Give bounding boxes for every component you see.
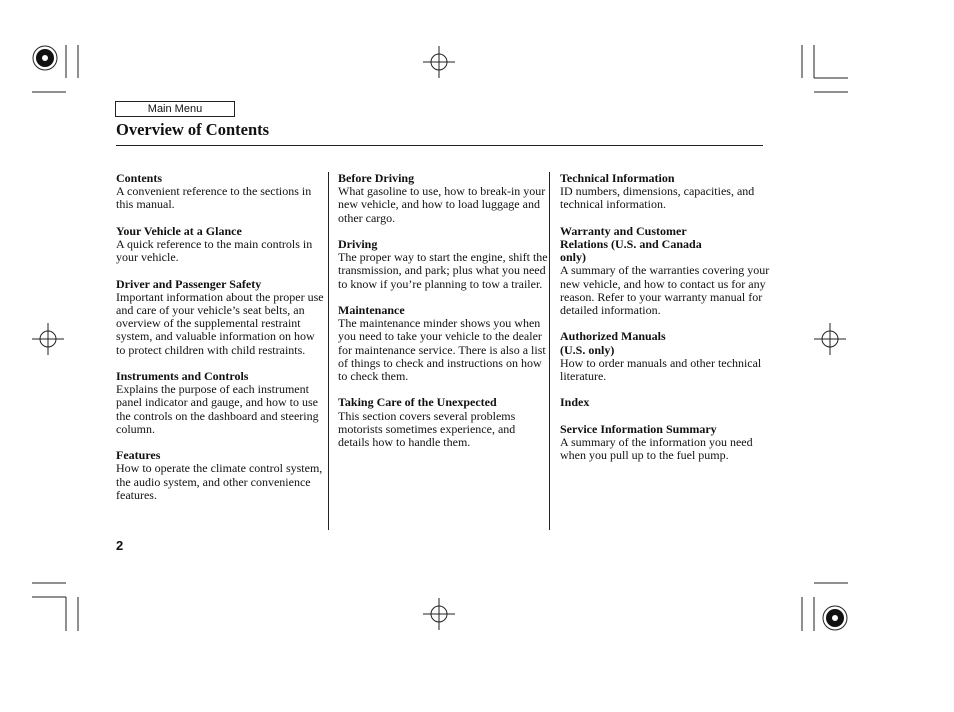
section-heading: Maintenance bbox=[338, 303, 405, 317]
section-description: How to operate the climate control system, the audio system, and other convenience features. bbox=[116, 461, 323, 502]
section-technical-information[interactable] bbox=[560, 172, 770, 212]
section-warranty[interactable] bbox=[560, 225, 770, 317]
column-3 bbox=[560, 172, 770, 476]
section-heading: Driving bbox=[338, 237, 378, 251]
section-maintenance[interactable] bbox=[338, 304, 548, 383]
section-heading: Features bbox=[116, 448, 161, 463]
section-description: Important information about the proper use and care of your vehicle’s seat belts, an overview of the supplemental restraint system, and valuable information on how to protect children with child restraints. bbox=[116, 289, 324, 357]
section-description: A summary of the information you need when you pull up to the fuel pump. bbox=[560, 435, 753, 463]
section-heading: Warranty and Customer Relations (U.S. and Canada only) bbox=[560, 223, 702, 265]
starburst-target-bottom-right bbox=[823, 606, 847, 630]
registration-crosshair-bottom bbox=[423, 598, 455, 630]
section-heading: Index bbox=[560, 395, 590, 410]
section-driving[interactable] bbox=[338, 238, 548, 291]
section-description: How to order manuals and other technical literature. bbox=[560, 355, 762, 384]
section-description: The proper way to start the engine, shift the transmission, and park; plus what you need to know if you’re planning to tow a trailer. bbox=[338, 250, 548, 291]
section-description: A convenient reference to the sections in this manual. bbox=[116, 184, 312, 212]
section-heading: Contents bbox=[116, 171, 163, 185]
section-index[interactable] bbox=[560, 396, 770, 409]
section-unexpected[interactable] bbox=[338, 396, 548, 449]
section-features[interactable] bbox=[116, 449, 326, 502]
section-vehicle-at-a-glance[interactable] bbox=[116, 225, 326, 265]
section-before-driving[interactable] bbox=[338, 172, 548, 225]
section-description: This section covers several problems motorists sometimes experience, and details how to handle them. bbox=[338, 408, 516, 450]
column-divider bbox=[328, 172, 329, 530]
registration-crosshair-right bbox=[814, 323, 846, 355]
section-driver-passenger-safety[interactable] bbox=[116, 278, 326, 357]
section-description: Explains the purpose of each instrument panel indicator and gauge, and how to use the controls on the dashboard and steering column. bbox=[116, 382, 319, 436]
section-heading: Before Driving bbox=[338, 171, 415, 185]
section-heading: Your Vehicle at a Glance bbox=[116, 223, 242, 238]
starburst-target-top-left bbox=[33, 46, 57, 70]
title-rule bbox=[116, 145, 763, 146]
page-title: Overview of Contents bbox=[116, 120, 270, 139]
column-1 bbox=[116, 172, 326, 515]
section-description: The maintenance minder shows you when you need to take your vehicle to the dealer for maintenance service. There is also a list of things to check and instructions on how to check them. bbox=[338, 316, 546, 384]
section-heading: Instruments and Controls bbox=[116, 369, 249, 383]
section-service-information-summary[interactable] bbox=[560, 423, 770, 463]
section-heading: Authorized Manuals (U.S. only) bbox=[560, 329, 666, 357]
section-heading: Driver and Passenger Safety bbox=[116, 276, 262, 291]
registration-crosshair-left bbox=[32, 323, 64, 355]
section-description: ID numbers, dimensions, capacities, and technical information. bbox=[560, 184, 755, 212]
section-contents[interactable] bbox=[116, 172, 326, 212]
section-authorized-manuals[interactable] bbox=[560, 330, 770, 383]
main-menu-button[interactable]: Main Menu bbox=[115, 101, 235, 117]
section-heading: Taking Care of the Unexpected bbox=[338, 395, 497, 410]
registration-crosshair-top bbox=[423, 46, 455, 78]
section-heading: Service Information Summary bbox=[560, 421, 717, 436]
page-number: 2 bbox=[116, 538, 124, 553]
section-description: A quick reference to the main controls in your vehicle. bbox=[116, 237, 313, 265]
section-description: A summary of the warranties covering your new vehicle, and how to contact us for any reason. Refer to your warranty manual for detailed information. bbox=[560, 263, 770, 318]
section-heading: Technical Information bbox=[560, 171, 675, 185]
column-divider bbox=[549, 172, 550, 530]
section-description: What gasoline to use, how to break-in your new vehicle, and how to load luggage and other cargo. bbox=[338, 184, 546, 225]
column-2 bbox=[338, 172, 548, 462]
section-instruments-controls[interactable] bbox=[116, 370, 326, 436]
